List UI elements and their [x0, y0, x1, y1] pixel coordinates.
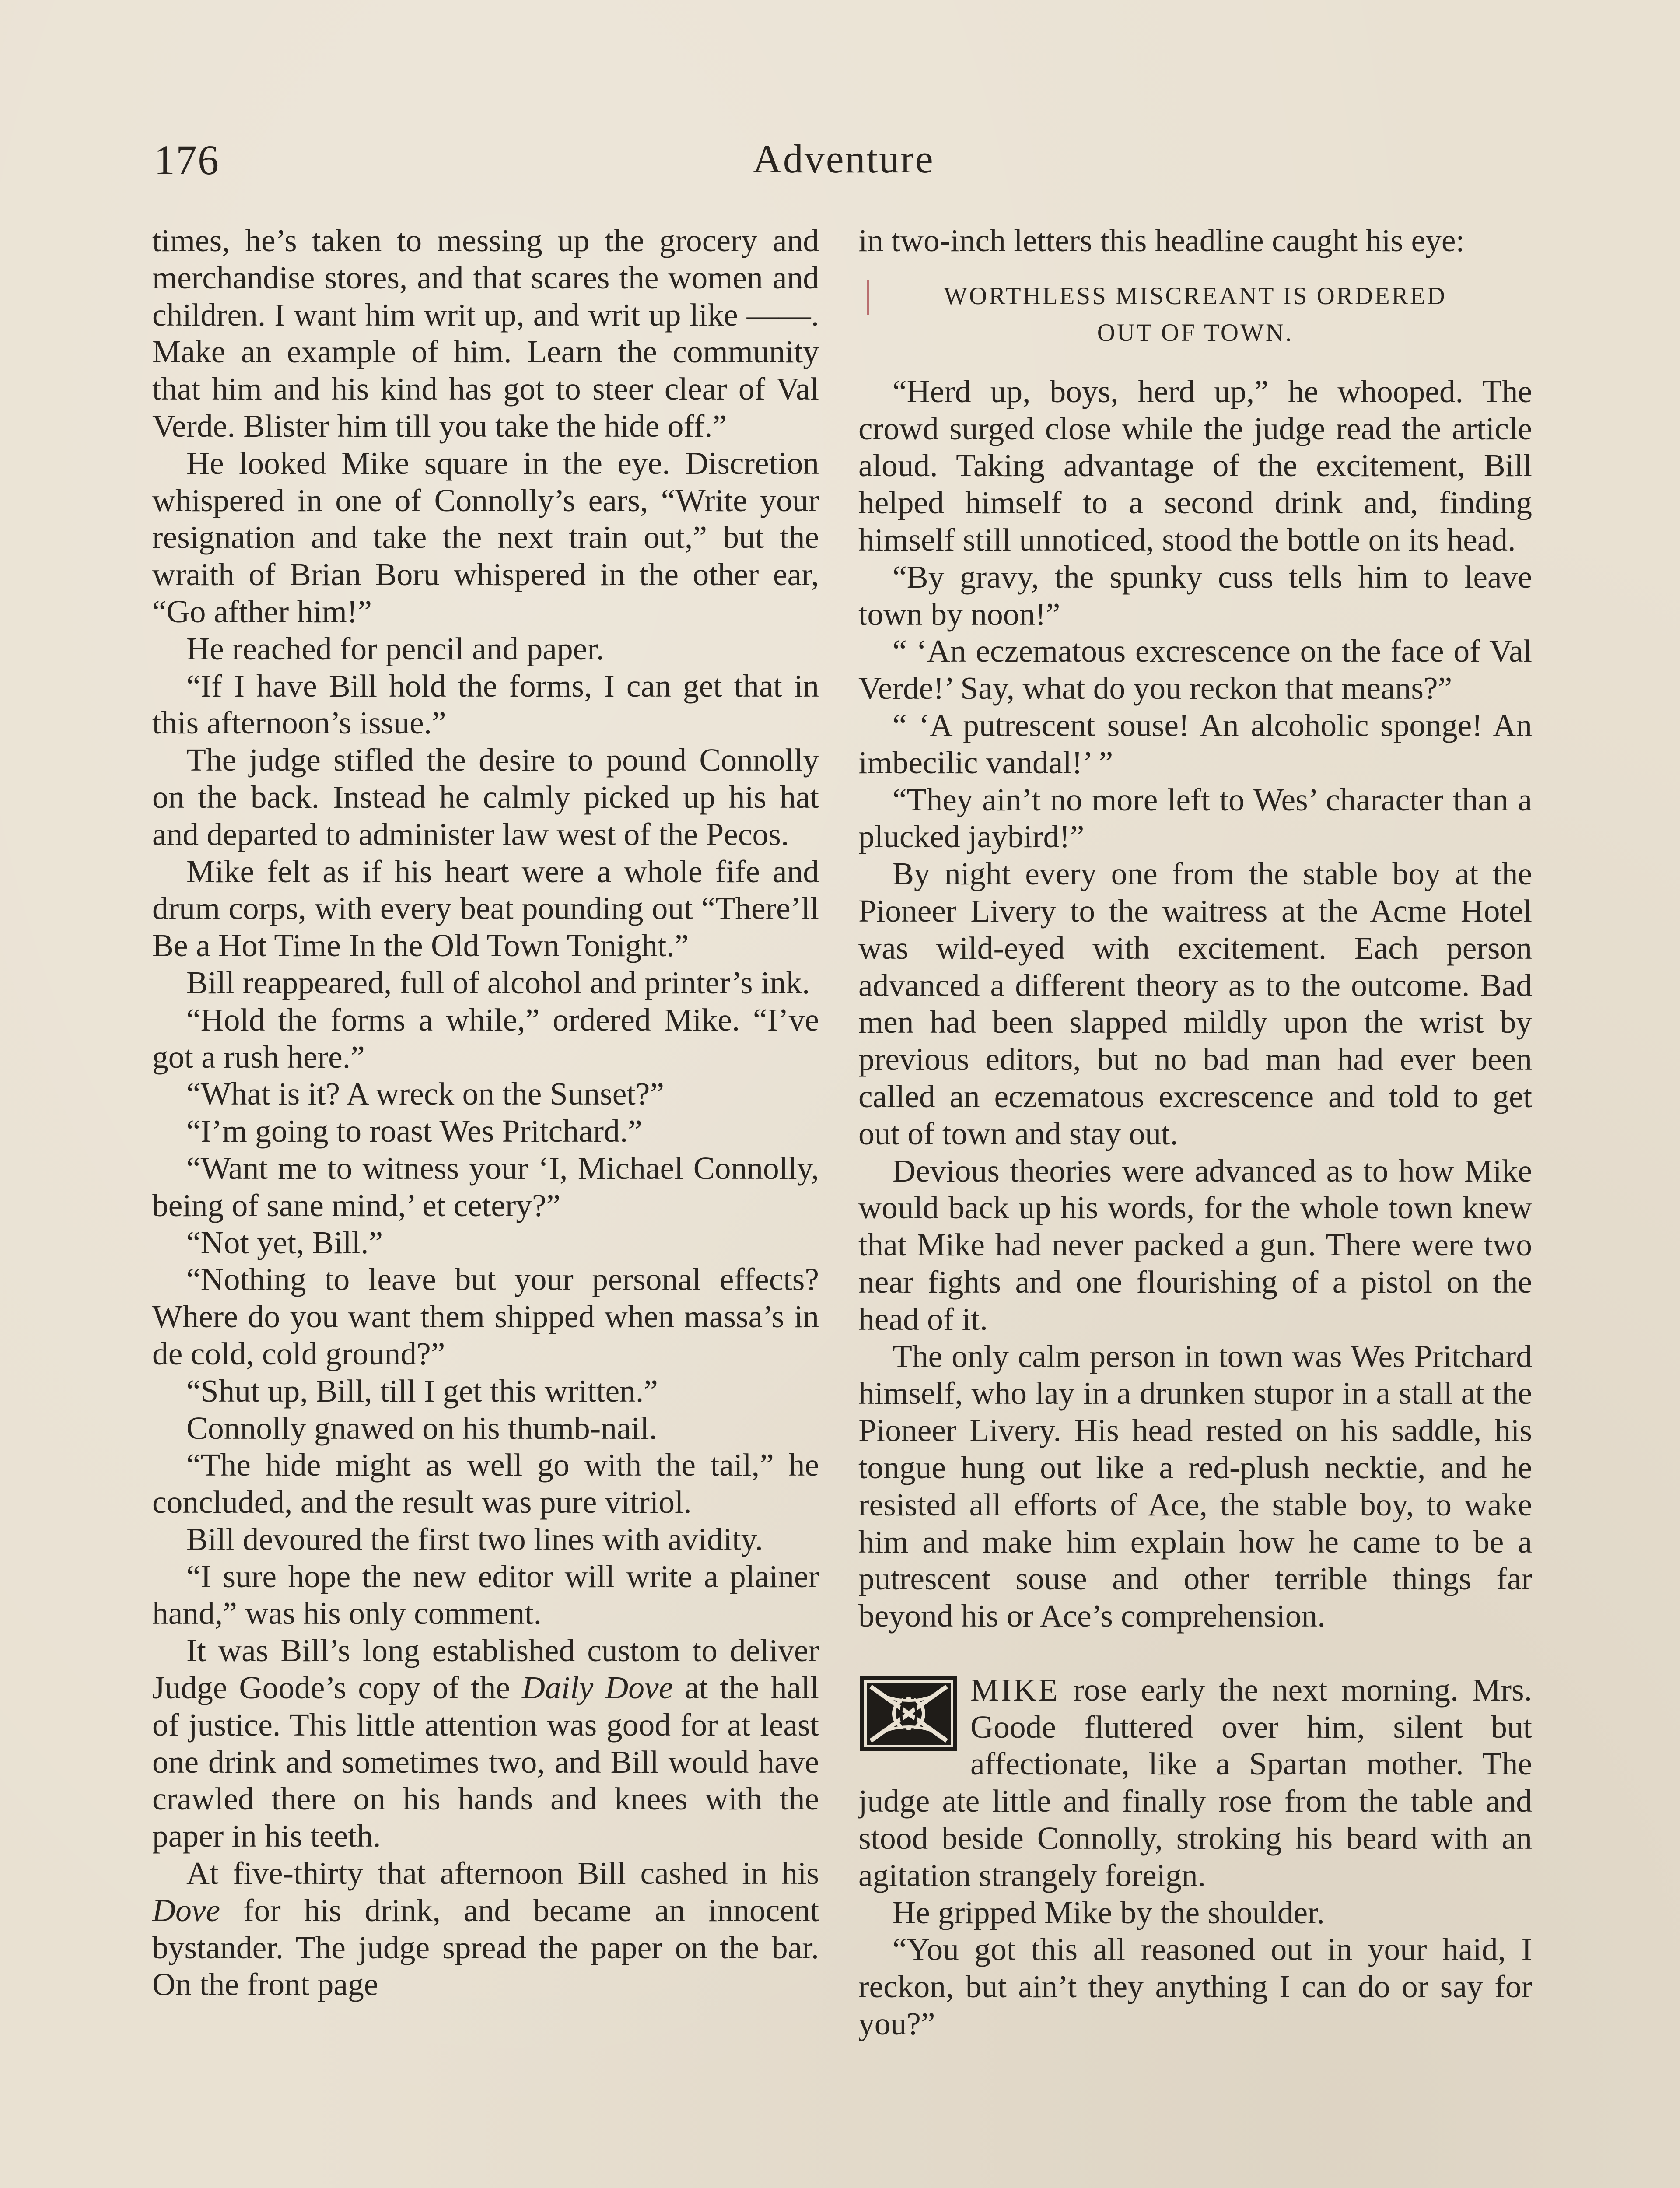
headline-line: OUT OF TOWN. [1097, 319, 1294, 347]
paragraph: “ ‘A putrescent souse! An alcoholic sponge! An imbecilic vandal!’ ” [858, 707, 1532, 780]
paragraph: “I sure hope the new editor will write a plainer hand,” was his only comment. [152, 1558, 819, 1631]
italic-title: Dove [152, 1892, 220, 1928]
paragraph: “Not yet, Bill.” [186, 1224, 383, 1260]
paragraph: Mike felt as if his heart were a whole fife and drum corps, with every beat pounding out “There’ll Be a Hot Time In the Old Town Tonight.” [152, 853, 819, 964]
section-opening [858, 1672, 1532, 1894]
paragraph: “They ain’t no more left to Wes’ character than a plucked jaybird!” [858, 782, 1532, 855]
paragraph: Bill devoured the first two lines with avidity. [186, 1521, 763, 1557]
paragraph: He gripped Mike by the shoulder. [892, 1894, 1325, 1930]
paragraph: in two-inch letters this headline caught his eye: [858, 223, 1465, 258]
paragraph: “What is it? A wreck on the Sunset?” [186, 1076, 664, 1112]
left-column [152, 222, 819, 2188]
paragraph: Connolly gnawed on his thumb-nail. [186, 1410, 657, 1446]
paragraph: “I’m going to roast Wes Pritchard.” [186, 1113, 642, 1149]
paragraph: Bill reappeared, full of alcohol and printer’s ink. [186, 964, 810, 1000]
paragraph: He looked Mike square in the eye. Discretion whispered in one of Connolly’s ears, “Write your resignation and take the next train out,” but the wraith of Brian Boru whispered in the other ear, “Go afther him!” [152, 445, 819, 629]
paragraph: times, he’s taken to messing up the grocery and merchandise stores, and that scares the women and children. I want him writ up, and writ up like ——. Make an example of him. Learn the community that him and his kind has got to steer clear of Val Verde. Blister him till you take the hide off.” [152, 223, 819, 444]
paragraph: “You got this all reasoned out in your haid, I reckon, but ain’t they anything I can do or say for you?” [858, 1932, 1532, 2042]
paragraph: “The hide might as well go with the tail,” he concluded, and the result was pure vitriol. [152, 1447, 819, 1520]
paragraph: The only calm person in town was Wes Pritchard himself, who lay in a drunken stupor in a stall at the Pioneer Livery. His head rested on his saddle, his tongue hung out like a red-plush necktie, and he resisted all efforts of Ace, the stable boy, to wake him and make him explain how he came to be a putrescent souse and other terrible things far beyond his or Ace’s comprehension. [858, 1338, 1532, 1634]
italic-title: Daily Dove [522, 1670, 673, 1706]
paragraph: At five-thirty that afternoon Bill cashed in his Dove for his drink, and became an innocent bystander. The judge spread the paper on the bar. On the front page [152, 1855, 819, 2002]
paragraph: He reached for pencil and paper. [186, 631, 604, 666]
paragraph: “Shut up, Bill, till I get this written.” [186, 1373, 658, 1409]
paragraph: Devious theories were advanced as to how Mike would back up his words, for the whole town knew that Mike had never packed a gun. There were two near fights and one flourishing of a pistol on the head of it. [858, 1153, 1532, 1337]
celtic-knot-ornament-icon [858, 1674, 959, 1753]
paragraph: The judge stifled the desire to pound Connolly on the back. Instead he calmly picked up his hat and departed to administer law west of the Pecos. [152, 742, 819, 852]
headline-line: WORTHLESS MISCREANT IS ORDERED [944, 282, 1447, 310]
margin-mark [867, 280, 869, 315]
page-header [154, 131, 1533, 188]
right-column [858, 222, 1532, 2188]
paragraph: By night every one from the stable boy at the Pioneer Livery to the waitress at the Acme Hotel was wild-eyed with excitement. Each person advanced a different theory as to the outcome. Bad men had been slapped mildly upon the wrist by previous editors, but no bad man had ever been called an eczematous excrescence and told to get out of town and stay out. [858, 856, 1532, 1151]
section-lead-word: MIKE [970, 1672, 1060, 1708]
section-break [858, 1635, 1532, 1672]
paragraph: “Nothing to leave but your personal effects? Where do you want them shipped when massa’s in de cold, cold ground?” [152, 1262, 819, 1371]
paragraph: “Hold the forms a while,” ordered Mike. “I’ve got a rush here.” [152, 1002, 819, 1075]
running-title: Adventure [752, 137, 934, 181]
paragraph: “By gravy, the spunky cuss tells him to leave town by noon!” [858, 559, 1532, 632]
headline [876, 278, 1515, 351]
section-first-text: rose early the next morning. Mrs. Goode fluttered over him, silent but affectionate, like a Spartan mother. The judge ate little and finally rose from the table and stood beside Connolly, stroking his beard with an agitation strangely foreign. [858, 1672, 1532, 1893]
paragraph: “If I have Bill hold the forms, I can get that in this afternoon’s issue.” [152, 668, 819, 741]
paragraph: “ ‘An eczematous excrescence on the face of Val Verde!’ Say, what do you reckon that means?” [858, 633, 1532, 706]
paragraph: “Want me to witness your ‘I, Michael Connolly, being of sane mind,’ et cetery?” [152, 1150, 819, 1223]
page-number: 176 [154, 137, 220, 183]
paragraph: It was Bill’s long established custom to deliver Judge Goode’s copy of the Daily Dove at the hall of justice. This little attention was good for at least one drink and sometimes two, and Bill would have crawled there on his hands and knees with the paper in his teeth. [152, 1633, 819, 1854]
paragraph [858, 1672, 1532, 1894]
paragraph: “Herd up, boys, herd up,” he whooped. The crowd surged close while the judge read the article aloud. Taking advantage of the excitement, Bill helped himself to a second drink and, finding himself still unnoticed, stood the bottle on its head. [858, 373, 1532, 558]
